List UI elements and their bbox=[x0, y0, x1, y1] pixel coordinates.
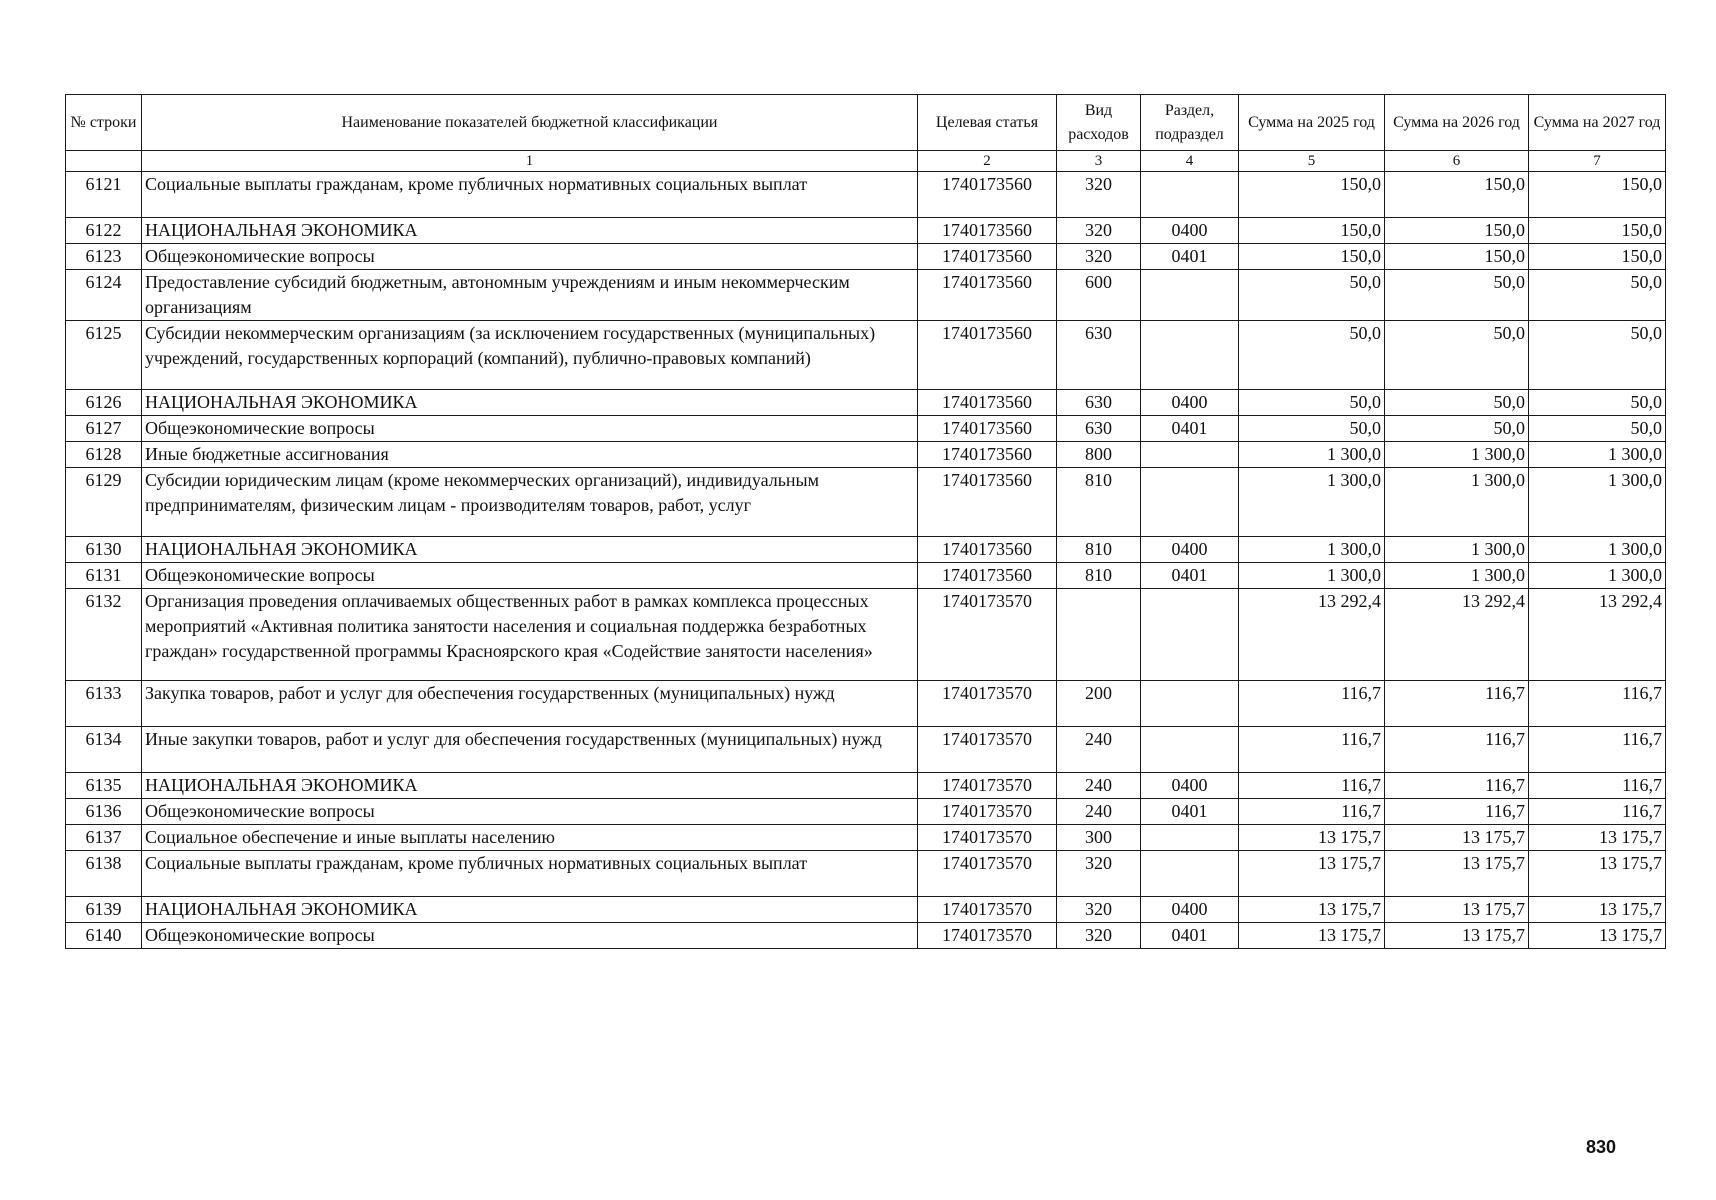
row-sum-2026: 1 300,0 bbox=[1385, 537, 1529, 563]
row-target-article: 1740173560 bbox=[918, 416, 1057, 442]
row-sum-2026: 50,0 bbox=[1385, 270, 1529, 321]
row-name: НАЦИОНАЛЬНАЯ ЭКОНОМИКА bbox=[142, 897, 918, 923]
column-number: 2 bbox=[918, 151, 1057, 172]
row-sum-2025: 150,0 bbox=[1239, 244, 1385, 270]
row-sum-2027: 50,0 bbox=[1529, 390, 1666, 416]
header-sum-2027: Сумма на 2027 год bbox=[1529, 95, 1666, 151]
row-name: Иные закупки товаров, работ и услуг для обеспечения государственных (муниципальных) нужд bbox=[142, 727, 918, 773]
row-sum-2027: 13 175,7 bbox=[1529, 851, 1666, 897]
row-section bbox=[1141, 270, 1239, 321]
row-sum-2025: 1 300,0 bbox=[1239, 442, 1385, 468]
row-section: 0400 bbox=[1141, 390, 1239, 416]
row-expense-type: 200 bbox=[1057, 681, 1141, 727]
row-target-article: 1740173570 bbox=[918, 825, 1057, 851]
table-row bbox=[66, 416, 1666, 442]
row-target-article: 1740173570 bbox=[918, 923, 1057, 949]
row-section: 0401 bbox=[1141, 923, 1239, 949]
row-number: 6124 bbox=[66, 270, 142, 321]
column-number: 1 bbox=[142, 151, 918, 172]
row-number: 6139 bbox=[66, 897, 142, 923]
row-section bbox=[1141, 727, 1239, 773]
header-section: Раздел, подраздел bbox=[1141, 95, 1239, 151]
row-expense-type: 810 bbox=[1057, 563, 1141, 589]
table-row bbox=[66, 589, 1666, 681]
table-row bbox=[66, 923, 1666, 949]
row-expense-type: 240 bbox=[1057, 799, 1141, 825]
row-target-article: 1740173570 bbox=[918, 589, 1057, 681]
row-expense-type: 320 bbox=[1057, 897, 1141, 923]
row-sum-2025: 1 300,0 bbox=[1239, 537, 1385, 563]
row-sum-2027: 116,7 bbox=[1529, 773, 1666, 799]
row-sum-2026: 13 175,7 bbox=[1385, 851, 1529, 897]
table-row bbox=[66, 799, 1666, 825]
row-number: 6133 bbox=[66, 681, 142, 727]
table-row bbox=[66, 825, 1666, 851]
row-section bbox=[1141, 172, 1239, 218]
row-sum-2025: 13 292,4 bbox=[1239, 589, 1385, 681]
header-expense-type: Вид расходов bbox=[1057, 95, 1141, 151]
row-sum-2025: 50,0 bbox=[1239, 270, 1385, 321]
row-sum-2026: 13 175,7 bbox=[1385, 825, 1529, 851]
row-sum-2026: 50,0 bbox=[1385, 416, 1529, 442]
row-expense-type: 810 bbox=[1057, 537, 1141, 563]
row-sum-2025: 13 175,7 bbox=[1239, 825, 1385, 851]
row-sum-2027: 50,0 bbox=[1529, 321, 1666, 390]
row-number: 6121 bbox=[66, 172, 142, 218]
row-number: 6132 bbox=[66, 589, 142, 681]
table-row bbox=[66, 897, 1666, 923]
row-name: Общеэкономические вопросы bbox=[142, 923, 918, 949]
row-target-article: 1740173560 bbox=[918, 390, 1057, 416]
row-sum-2026: 13 175,7 bbox=[1385, 923, 1529, 949]
row-sum-2026: 116,7 bbox=[1385, 799, 1529, 825]
row-name: Социальные выплаты гражданам, кроме публичных нормативных социальных выплат bbox=[142, 172, 918, 218]
row-name: НАЦИОНАЛЬНАЯ ЭКОНОМИКА bbox=[142, 390, 918, 416]
row-sum-2025: 13 175,7 bbox=[1239, 851, 1385, 897]
row-sum-2027: 13 292,4 bbox=[1529, 589, 1666, 681]
row-target-article: 1740173560 bbox=[918, 442, 1057, 468]
row-target-article: 1740173560 bbox=[918, 172, 1057, 218]
row-expense-type: 810 bbox=[1057, 468, 1141, 537]
row-number: 6125 bbox=[66, 321, 142, 390]
row-sum-2026: 1 300,0 bbox=[1385, 442, 1529, 468]
header-name: Наименование показателей бюджетной классификации bbox=[142, 95, 918, 151]
row-name: Иные бюджетные ассигнования bbox=[142, 442, 918, 468]
row-expense-type: 320 bbox=[1057, 851, 1141, 897]
row-target-article: 1740173560 bbox=[918, 537, 1057, 563]
table-row bbox=[66, 468, 1666, 537]
row-expense-type: 320 bbox=[1057, 923, 1141, 949]
row-sum-2026: 13 175,7 bbox=[1385, 897, 1529, 923]
row-target-article: 1740173570 bbox=[918, 851, 1057, 897]
row-sum-2027: 50,0 bbox=[1529, 270, 1666, 321]
row-expense-type: 240 bbox=[1057, 727, 1141, 773]
column-number: 5 bbox=[1239, 151, 1385, 172]
row-sum-2027: 116,7 bbox=[1529, 681, 1666, 727]
row-section: 0400 bbox=[1141, 218, 1239, 244]
row-sum-2026: 116,7 bbox=[1385, 727, 1529, 773]
row-sum-2027: 13 175,7 bbox=[1529, 897, 1666, 923]
row-number: 6138 bbox=[66, 851, 142, 897]
row-sum-2026: 116,7 bbox=[1385, 681, 1529, 727]
row-target-article: 1740173560 bbox=[918, 563, 1057, 589]
table-row bbox=[66, 537, 1666, 563]
table-row bbox=[66, 442, 1666, 468]
row-number: 6134 bbox=[66, 727, 142, 773]
row-expense-type: 320 bbox=[1057, 244, 1141, 270]
row-name: НАЦИОНАЛЬНАЯ ЭКОНОМИКА bbox=[142, 218, 918, 244]
header-sum-2025: Сумма на 2025 год bbox=[1239, 95, 1385, 151]
row-sum-2027: 13 175,7 bbox=[1529, 923, 1666, 949]
row-sum-2027: 50,0 bbox=[1529, 416, 1666, 442]
row-sum-2027: 150,0 bbox=[1529, 218, 1666, 244]
row-number: 6137 bbox=[66, 825, 142, 851]
row-section bbox=[1141, 321, 1239, 390]
header-sum-2026: Сумма на 2026 год bbox=[1385, 95, 1529, 151]
column-number: 4 bbox=[1141, 151, 1239, 172]
row-expense-type: 240 bbox=[1057, 773, 1141, 799]
row-expense-type bbox=[1057, 589, 1141, 681]
page-number: 830 bbox=[1586, 1137, 1617, 1157]
row-sum-2025: 13 175,7 bbox=[1239, 897, 1385, 923]
row-section: 0401 bbox=[1141, 244, 1239, 270]
row-name: Предоставление субсидий бюджетным, автономным учреждениям и иным некоммерческим организациям bbox=[142, 270, 918, 321]
row-sum-2025: 116,7 bbox=[1239, 681, 1385, 727]
budget-table bbox=[65, 94, 1666, 949]
row-number: 6128 bbox=[66, 442, 142, 468]
row-sum-2026: 50,0 bbox=[1385, 321, 1529, 390]
row-expense-type: 630 bbox=[1057, 416, 1141, 442]
row-sum-2025: 1 300,0 bbox=[1239, 563, 1385, 589]
row-name: Субсидии некоммерческим организациям (за исключением государственных (муниципальных) учреждений, государственных корпораций (компаний), публично-правовых компаний) bbox=[142, 321, 918, 390]
row-target-article: 1740173570 bbox=[918, 897, 1057, 923]
row-sum-2026: 150,0 bbox=[1385, 172, 1529, 218]
row-sum-2027: 116,7 bbox=[1529, 727, 1666, 773]
row-sum-2025: 50,0 bbox=[1239, 321, 1385, 390]
table-header-row bbox=[66, 95, 1666, 151]
table-row bbox=[66, 563, 1666, 589]
row-section: 0401 bbox=[1141, 416, 1239, 442]
row-sum-2027: 13 175,7 bbox=[1529, 825, 1666, 851]
row-sum-2026: 150,0 bbox=[1385, 218, 1529, 244]
row-number: 6129 bbox=[66, 468, 142, 537]
row-sum-2026: 1 300,0 bbox=[1385, 563, 1529, 589]
row-name: НАЦИОНАЛЬНАЯ ЭКОНОМИКА bbox=[142, 773, 918, 799]
row-expense-type: 600 bbox=[1057, 270, 1141, 321]
row-sum-2027: 116,7 bbox=[1529, 799, 1666, 825]
row-section: 0400 bbox=[1141, 537, 1239, 563]
table-row bbox=[66, 172, 1666, 218]
row-sum-2027: 1 300,0 bbox=[1529, 537, 1666, 563]
row-expense-type: 300 bbox=[1057, 825, 1141, 851]
table-row bbox=[66, 681, 1666, 727]
row-number: 6135 bbox=[66, 773, 142, 799]
column-number: 7 bbox=[1529, 151, 1666, 172]
table-row bbox=[66, 727, 1666, 773]
row-sum-2025: 1 300,0 bbox=[1239, 468, 1385, 537]
table-row bbox=[66, 321, 1666, 390]
row-target-article: 1740173570 bbox=[918, 773, 1057, 799]
row-sum-2025: 116,7 bbox=[1239, 799, 1385, 825]
row-section: 0401 bbox=[1141, 563, 1239, 589]
row-number: 6127 bbox=[66, 416, 142, 442]
header-target-article: Целевая статья bbox=[918, 95, 1057, 151]
row-sum-2026: 150,0 bbox=[1385, 244, 1529, 270]
row-sum-2027: 1 300,0 bbox=[1529, 563, 1666, 589]
table-row bbox=[66, 218, 1666, 244]
row-section: 0400 bbox=[1141, 773, 1239, 799]
row-sum-2026: 116,7 bbox=[1385, 773, 1529, 799]
row-sum-2025: 50,0 bbox=[1239, 416, 1385, 442]
table-row bbox=[66, 851, 1666, 897]
row-section bbox=[1141, 825, 1239, 851]
row-number: 6130 bbox=[66, 537, 142, 563]
row-expense-type: 320 bbox=[1057, 218, 1141, 244]
row-name: Закупка товаров, работ и услуг для обеспечения государственных (муниципальных) нужд bbox=[142, 681, 918, 727]
row-sum-2027: 1 300,0 bbox=[1529, 468, 1666, 537]
row-expense-type: 630 bbox=[1057, 321, 1141, 390]
row-number: 6136 bbox=[66, 799, 142, 825]
row-number: 6123 bbox=[66, 244, 142, 270]
row-name: Субсидии юридическим лицам (кроме некоммерческих организаций), индивидуальным предпринимателям, физическим лицам - производителям товаров, работ, услуг bbox=[142, 468, 918, 537]
row-sum-2027: 150,0 bbox=[1529, 244, 1666, 270]
header-row-number: № строки bbox=[66, 95, 142, 151]
row-sum-2025: 116,7 bbox=[1239, 773, 1385, 799]
row-expense-type: 800 bbox=[1057, 442, 1141, 468]
row-sum-2027: 1 300,0 bbox=[1529, 442, 1666, 468]
row-target-article: 1740173560 bbox=[918, 321, 1057, 390]
row-target-article: 1740173560 bbox=[918, 468, 1057, 537]
row-section bbox=[1141, 468, 1239, 537]
column-number-row bbox=[66, 151, 1666, 172]
column-number: 6 bbox=[1385, 151, 1529, 172]
column-number bbox=[66, 151, 142, 172]
row-sum-2027: 150,0 bbox=[1529, 172, 1666, 218]
row-name: Общеэкономические вопросы bbox=[142, 416, 918, 442]
row-name: Организация проведения оплачиваемых общественных работ в рамках комплекса процессных мероприятий «Активная политика занятости населения и социальная поддержка безработных граждан» государственной программы Красноярского края «Содействие занятости населения» bbox=[142, 589, 918, 681]
row-number: 6126 bbox=[66, 390, 142, 416]
row-section bbox=[1141, 442, 1239, 468]
row-name: Социальные выплаты гражданам, кроме публичных нормативных социальных выплат bbox=[142, 851, 918, 897]
row-target-article: 1740173560 bbox=[918, 244, 1057, 270]
row-sum-2025: 150,0 bbox=[1239, 172, 1385, 218]
table-row bbox=[66, 773, 1666, 799]
row-number: 6122 bbox=[66, 218, 142, 244]
row-sum-2025: 13 175,7 bbox=[1239, 923, 1385, 949]
table-body bbox=[66, 172, 1666, 949]
column-number: 3 bbox=[1057, 151, 1141, 172]
row-number: 6131 bbox=[66, 563, 142, 589]
row-section bbox=[1141, 681, 1239, 727]
table-row bbox=[66, 244, 1666, 270]
row-target-article: 1740173570 bbox=[918, 681, 1057, 727]
table-row bbox=[66, 270, 1666, 321]
row-target-article: 1740173560 bbox=[918, 218, 1057, 244]
row-target-article: 1740173570 bbox=[918, 799, 1057, 825]
row-section: 0401 bbox=[1141, 799, 1239, 825]
row-sum-2025: 50,0 bbox=[1239, 390, 1385, 416]
row-expense-type: 630 bbox=[1057, 390, 1141, 416]
row-sum-2026: 50,0 bbox=[1385, 390, 1529, 416]
row-section bbox=[1141, 589, 1239, 681]
row-section bbox=[1141, 851, 1239, 897]
row-target-article: 1740173570 bbox=[918, 727, 1057, 773]
row-expense-type: 320 bbox=[1057, 172, 1141, 218]
row-name: Общеэкономические вопросы bbox=[142, 563, 918, 589]
row-sum-2026: 1 300,0 bbox=[1385, 468, 1529, 537]
row-section: 0400 bbox=[1141, 897, 1239, 923]
row-name: НАЦИОНАЛЬНАЯ ЭКОНОМИКА bbox=[142, 537, 918, 563]
row-sum-2026: 13 292,4 bbox=[1385, 589, 1529, 681]
table-row bbox=[66, 390, 1666, 416]
row-sum-2025: 150,0 bbox=[1239, 218, 1385, 244]
row-target-article: 1740173560 bbox=[918, 270, 1057, 321]
row-name: Социальное обеспечение и иные выплаты населению bbox=[142, 825, 918, 851]
row-sum-2025: 116,7 bbox=[1239, 727, 1385, 773]
row-number: 6140 bbox=[66, 923, 142, 949]
row-name: Общеэкономические вопросы bbox=[142, 244, 918, 270]
row-name: Общеэкономические вопросы bbox=[142, 799, 918, 825]
